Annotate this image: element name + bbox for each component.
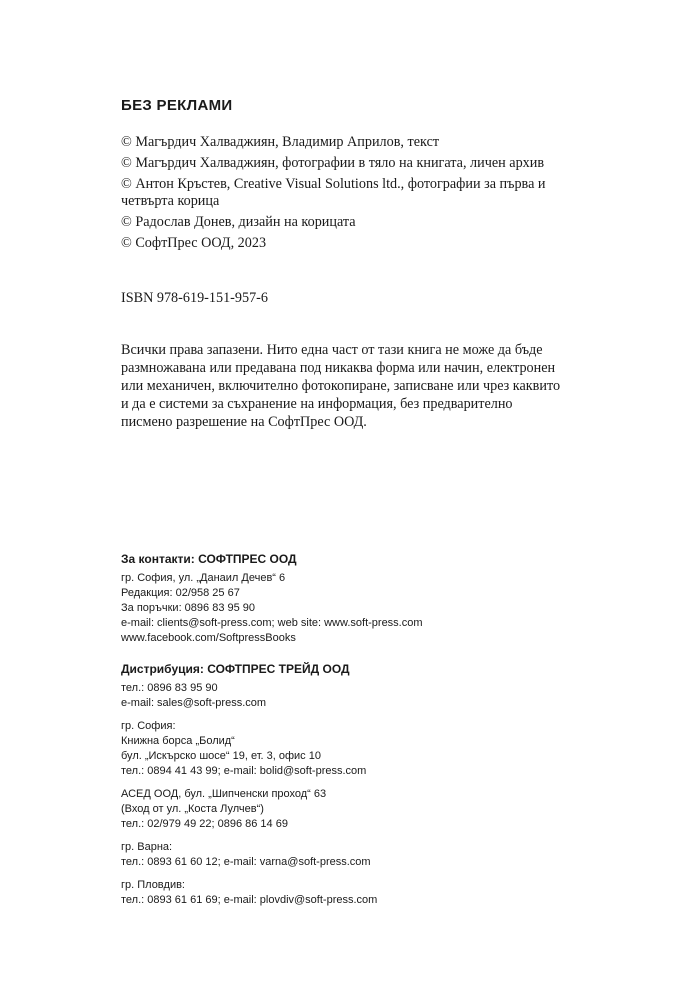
rights-notice: Всички права запазени. Нито една част от тази книга не може да бъде размножавана или предавана под никаква форма или начин, електронен или механичен, включително фотокопиране, записване или чрез каквито и да е системи за съхранение на информация, без предварително писмено разрешение на СофтПрес ООД. (121, 342, 561, 430)
distribution-group-sofia-bolid (121, 719, 581, 779)
distribution-line: АСЕД ООД, бул. „Шипченски проход“ 63 (121, 788, 327, 800)
distribution-line: e-mail: sales@soft-press.com (121, 697, 267, 709)
contacts-section (121, 552, 581, 646)
distribution-line: (Вход от ул. „Коста Лулчев“) (121, 803, 264, 815)
credit-cover-photos: © Антон Кръстев, Creative Visual Solutions ltd., фотографии за първа и четвърта корица (121, 176, 546, 209)
distribution-group-varna (121, 840, 581, 870)
distribution-line: бул. „Искърско шосе“ 19, ет. 3, офис 10 (121, 750, 321, 762)
distribution-line: тел.: 02/979 49 22; 0896 86 14 69 (121, 818, 288, 830)
isbn: ISBN 978-619-151-957-6 (121, 290, 268, 306)
distribution-line: тел.: 0893 61 60 12; e-mail: varna@soft-press.com (121, 856, 371, 868)
distribution-line: гр. Пловдив: (121, 879, 185, 891)
credit-text: © Магърдич Халваджиян, Владимир Априлов, текст (121, 134, 440, 150)
credits-list (121, 134, 581, 256)
contacts-heading: За контакти: СОФТПРЕС ООД (121, 552, 297, 566)
credit-photos: © Магърдич Халваджиян, фотографии в тяло на книгата, личен архив (121, 155, 545, 171)
contacts-email-web: e-mail: clients@soft-press.com; web site: www.soft-press.com (121, 617, 423, 629)
distribution-line: гр. София: (121, 720, 176, 732)
contacts-orders-phone: За поръчки: 0896 83 95 90 (121, 602, 256, 614)
distribution-line: тел.: 0896 83 95 90 (121, 682, 218, 694)
distribution-line: гр. Варна: (121, 841, 173, 853)
credit-publisher: © СофтПрес ООД, 2023 (121, 235, 267, 251)
credit-cover-design: © Радослав Донев, дизайн на корицата (121, 214, 356, 230)
distribution-line: тел.: 0893 61 61 69; e-mail: plovdiv@soft-press.com (121, 894, 378, 906)
distribution-line: тел.: 0894 41 43 99; e-mail: bolid@soft-press.com (121, 765, 367, 777)
page-title: БЕЗ РЕКЛАМИ (121, 97, 233, 114)
contacts-editorial-phone: Редакция: 02/958 25 67 (121, 587, 240, 599)
contacts-address: гр. София, ул. „Данаил Дечев“ 6 (121, 572, 286, 584)
distribution-section (121, 662, 581, 916)
distribution-group-plovdiv (121, 878, 581, 908)
distribution-group-main (121, 681, 581, 711)
distribution-line: Книжна борса „Болид“ (121, 735, 235, 747)
distribution-heading: Дистрибуция: СОФТПРЕС ТРЕЙД ООД (121, 662, 350, 676)
contacts-facebook: www.facebook.com/SoftpressBooks (121, 632, 296, 644)
distribution-group-ased (121, 787, 581, 832)
